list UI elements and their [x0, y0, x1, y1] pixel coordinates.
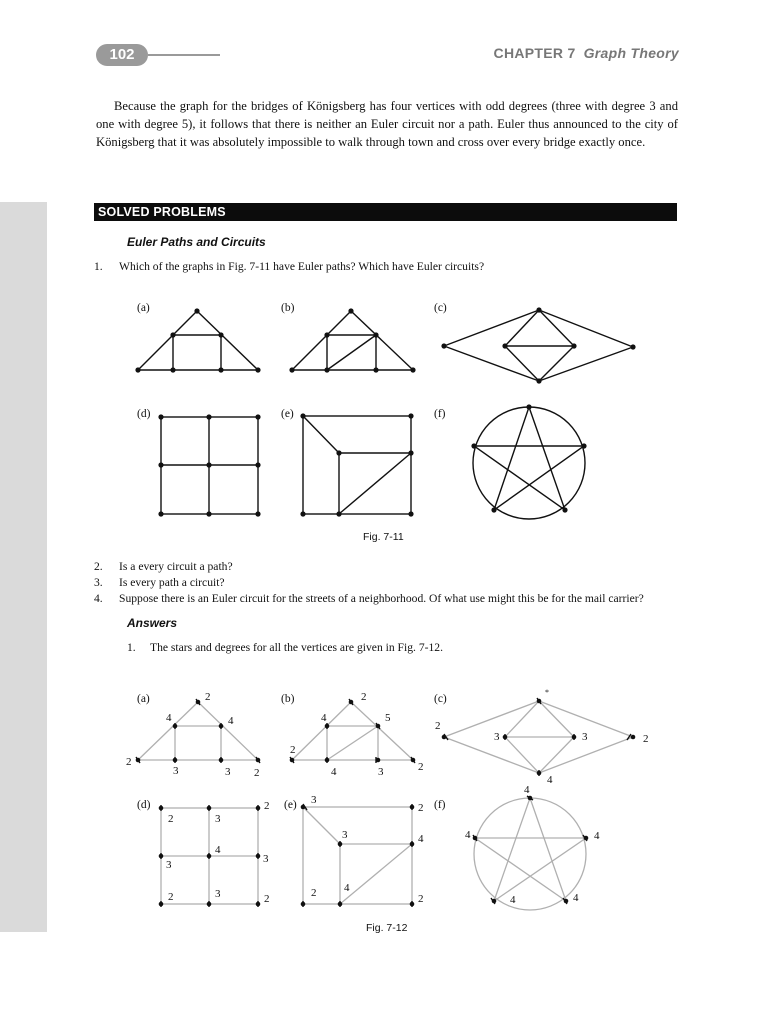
- degree-label: 2: [643, 733, 649, 745]
- degree-label: 4: [573, 892, 579, 904]
- panel-label: (c): [434, 302, 447, 314]
- degree-label: 3: [342, 829, 348, 841]
- graph-e: [300, 413, 413, 516]
- degree-label: 2: [126, 756, 132, 768]
- question-number: 4.: [94, 592, 103, 605]
- panel-label: (e): [284, 799, 297, 811]
- chapter-title: Graph Theory: [583, 45, 679, 61]
- graph-b: [289, 308, 415, 372]
- degree-label: 4: [166, 712, 172, 724]
- graph-f: [471, 404, 586, 519]
- degree-label: 4: [228, 715, 234, 727]
- degree-label: 2: [361, 691, 367, 703]
- question-number: 3.: [94, 576, 103, 589]
- degree-label: 3: [311, 794, 317, 806]
- panel-label: (d): [137, 799, 151, 811]
- degree-label: 2: [418, 893, 424, 905]
- degree-label: 4: [547, 774, 553, 786]
- degree-label: 2: [418, 761, 424, 773]
- degree-label: 3: [215, 813, 221, 825]
- degree-label: 3: [494, 731, 500, 743]
- graph-12b: [292, 702, 413, 760]
- question-text: Suppose there is an Euler circuit for the streets of a neighborhood. Of what use might this be for the mail carrier?: [119, 592, 644, 605]
- degree-label: 2: [311, 887, 317, 899]
- degree-label: 2: [290, 744, 296, 756]
- degree-label: 2: [168, 891, 174, 903]
- solved-problems-banner: SOLVED PROBLEMS: [94, 203, 677, 221]
- panel-label: (f): [434, 799, 446, 811]
- degree-label: 2: [264, 893, 270, 905]
- degree-label: 4: [510, 894, 516, 906]
- degree-label: 3: [582, 731, 588, 743]
- graph-12a: [138, 702, 258, 760]
- page-number-badge: 102: [96, 44, 148, 66]
- question-number: 1.: [94, 260, 103, 273]
- degree-label: 2: [264, 800, 270, 812]
- graph-12f: [474, 798, 586, 910]
- degree-label: 5: [385, 712, 391, 724]
- question-number: 2.: [94, 560, 103, 573]
- intro-paragraph: Because the graph for the bridges of Königsberg has four vertices with odd degrees (three with degree 3 and one with degree 5), it follows that there is neither an Euler circuit nor a path. Euler thus announced to the city of Königsberg that it was absolutely impossible to walk through town and cross over every bridge exactly once.: [96, 99, 678, 149]
- panel-label: (a): [137, 693, 150, 705]
- question-text: Which of the graphs in Fig. 7-11 have Euler paths? Which have Euler circuits?: [119, 260, 485, 273]
- degree-label: 3: [263, 853, 269, 865]
- panel-label: (c): [434, 693, 447, 705]
- degree-label: 2: [254, 767, 260, 779]
- degree-label: 3: [173, 765, 179, 777]
- graph-d: [158, 414, 260, 516]
- degree-label: 2: [435, 720, 441, 732]
- answer-text: The stars and degrees for all the vertices are given in Fig. 7-12.: [150, 641, 443, 654]
- graph-12c: [444, 701, 633, 773]
- degree-label: 4: [594, 830, 600, 842]
- chapter-label: CHAPTER 7: [493, 45, 576, 61]
- graph-c: [441, 307, 635, 383]
- question-text: Is a every circuit a path?: [119, 560, 233, 573]
- degree-label: 2: [168, 813, 174, 825]
- degree-label: 3: [215, 888, 221, 900]
- vertices: [135, 308, 260, 372]
- degree-label: 4: [524, 784, 530, 796]
- graph-12e: [303, 807, 412, 904]
- answer-number: 1.: [127, 641, 136, 654]
- panel-label: (e): [281, 408, 294, 420]
- degree-label: 4: [331, 766, 337, 778]
- panel-label: (f): [434, 408, 446, 420]
- degree-label: 2: [418, 802, 424, 814]
- degree-label: 4: [465, 829, 471, 841]
- degree-labels: [126, 688, 649, 906]
- degree-label: 3: [166, 859, 172, 871]
- fig-7-12-labels: [137, 693, 447, 934]
- degree-label: 2: [205, 691, 211, 703]
- subsection-heading: Euler Paths and Circuits: [127, 235, 266, 249]
- degree-label: 4: [321, 712, 327, 724]
- degree-label: 3: [225, 766, 231, 778]
- question-text: Is every path a circuit?: [119, 576, 225, 589]
- fig-7-11-labels: [137, 302, 447, 543]
- figure-caption: Fig. 7-11: [363, 531, 404, 543]
- panel-label: (b): [281, 693, 295, 705]
- panel-label: (a): [137, 302, 150, 314]
- graph-a: [135, 308, 260, 372]
- degree-label: *: [545, 688, 549, 697]
- panel-label: (b): [281, 302, 295, 314]
- figure-caption: Fig. 7-12: [366, 922, 408, 934]
- fig-7-12: [138, 701, 633, 910]
- degree-label: 3: [378, 766, 384, 778]
- degree-label: 4: [215, 844, 221, 856]
- panel-label: (d): [137, 408, 151, 420]
- answers-heading: Answers: [127, 616, 178, 630]
- degree-label: 4: [344, 882, 350, 894]
- degree-label: 4: [418, 833, 424, 845]
- vertex-dots: [136, 699, 636, 907]
- fig-7-11: [135, 307, 635, 519]
